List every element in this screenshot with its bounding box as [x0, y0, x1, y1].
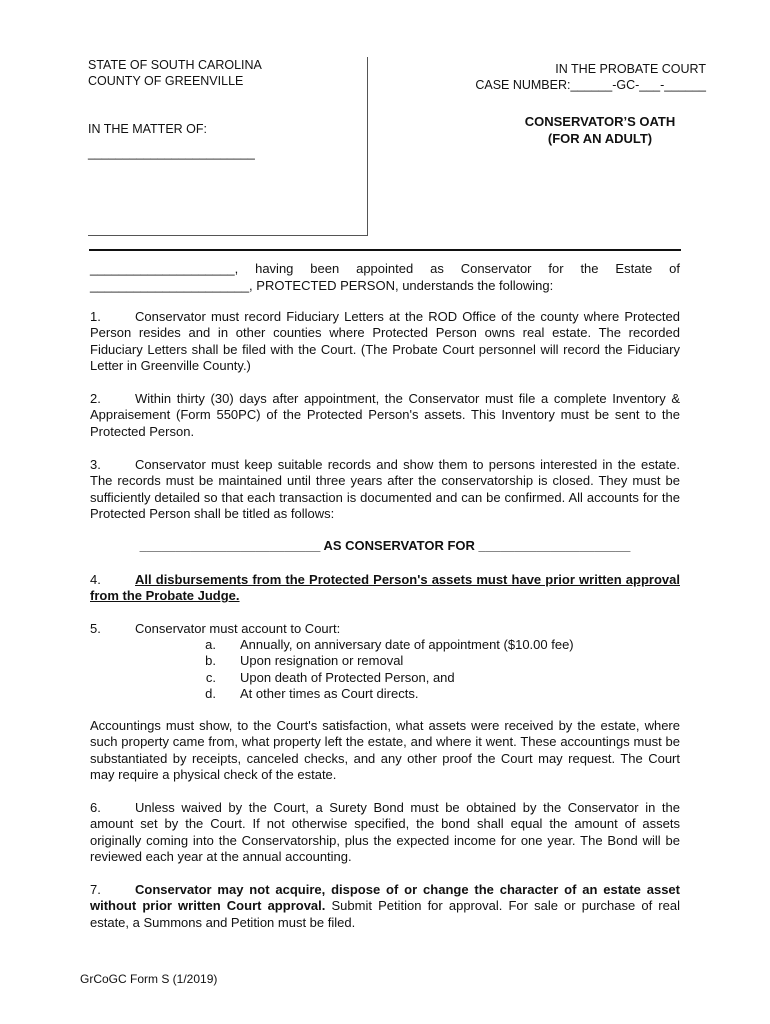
county-label: COUNTY OF GREENVILLE: [88, 74, 244, 88]
item-7: [90, 882, 680, 931]
document-title: [485, 113, 715, 147]
item-2-text: Within thirty (30) days after appointment, the Conservator must file a complete Inventory & Appraisement (Form 550PC) of the Protected Person's assets. This Inventory must be sent to the Protected Person.: [90, 391, 680, 439]
title-line-1: CONSERVATOR’S OATH: [524, 114, 676, 129]
caption-bottom-line: [88, 235, 368, 236]
item-1-text: Conservator must record Fiduciary Letters at the ROD Office of the county where Protected Person resides and in other counties where Protected Person owns real estate. The recorded Fiduciary Letters shall be filed with the Court. (The Probate Court personnel will record the Fiduciary Letter in Greenville County.): [90, 309, 680, 374]
item-2-number: 2.: [90, 391, 101, 406]
header-left: [88, 57, 262, 89]
item-7-bold-text: Conservator may not acquire, dispose of or change the character of an estate asset without prior written Court approval.: [90, 882, 680, 914]
item-4: [90, 572, 680, 605]
item-6-number: 6.: [90, 800, 101, 815]
item-6-text: Unless waived by the Court, a Surety Bond must be obtained by the Conservator in the amount set by the Court. If not otherwise specified, the bond shall equal the amount of assets originally coming into the Conservatorship, plus the expected income for one year. The Bond will be reviewed each year at the annual accounting.: [90, 800, 680, 865]
item-7-number: 7.: [90, 882, 101, 897]
item-1-number: 1.: [90, 309, 101, 324]
header-right: [380, 61, 706, 93]
case-number: CASE NUMBER:______-GC-___-______: [475, 78, 706, 92]
account-title-line: _________________________ AS CONSERVATOR FOR _____________________: [139, 538, 631, 553]
item-1: [90, 309, 680, 375]
list-text: Annually, on anniversary date of appointment ($10.00 fee): [240, 637, 574, 652]
list-item: [200, 637, 574, 653]
list-letter: a.: [205, 637, 216, 652]
item-4-text: All disbursements from the Protected Person's assets must have prior written approval from the Probate Judge.: [90, 572, 680, 604]
form-footer: GrCoGC Form S (1/2019): [80, 972, 218, 986]
state-label: STATE OF SOUTH CAROLINA: [88, 58, 262, 72]
item-6: [90, 800, 680, 866]
list-text: At other times as Court directs.: [240, 686, 419, 702]
intro-paragraph: ____________________, having been appointed as Conservator for the Estate of ______________________, PROTECTED PERSON, understands the following:: [90, 261, 680, 293]
accounting-list: [200, 637, 574, 703]
item-4-number: 4.: [90, 572, 101, 587]
title-line-2: (FOR AN ADULT): [547, 131, 653, 146]
list-text: Upon resignation or removal: [240, 653, 404, 669]
caption-vertical-line: [367, 57, 368, 235]
list-item: [200, 686, 574, 702]
list-letter: d.: [205, 686, 216, 702]
list-text: Upon death of Protected Person, and: [240, 669, 455, 685]
court-label: IN THE PROBATE COURT: [555, 62, 706, 76]
matter-blank: ________________________: [88, 146, 255, 160]
item-7-text: Submit Petition for approval. For sale or purchase of real estate, a Summons and Petition must be filed.: [90, 898, 680, 930]
item-3: [90, 457, 680, 523]
list-item: [200, 653, 574, 669]
list-letter: c.: [205, 669, 216, 685]
accountings-paragraph: Accountings must show, to the Court's satisfaction, what assets were received by the estate, where such property came from, what property left the estate, and where it went. These accountings must be substantiated by receipts, canceled checks, and any other proof the Court may request. The Court may require a physical check of the estate.: [90, 718, 680, 783]
item-3-number: 3.: [90, 457, 101, 472]
item-5: [90, 621, 680, 637]
item-5-number: 5.: [90, 621, 101, 636]
list-letter: b.: [205, 653, 216, 669]
item-5-text: Conservator must account to Court:: [135, 621, 341, 636]
matter-label: IN THE MATTER OF:: [88, 122, 207, 136]
header-rule: [89, 249, 681, 251]
item-3-text: Conservator must keep suitable records and show them to persons interested in the estate. The records must be maintained until three years after the conservatorship is closed. They must be sufficiently detailed so that each transaction is documented and can be confirmed. All accounts for the Protected Person shall be titled as follows:: [90, 457, 680, 522]
list-item: [200, 670, 574, 686]
item-2: [90, 391, 680, 440]
